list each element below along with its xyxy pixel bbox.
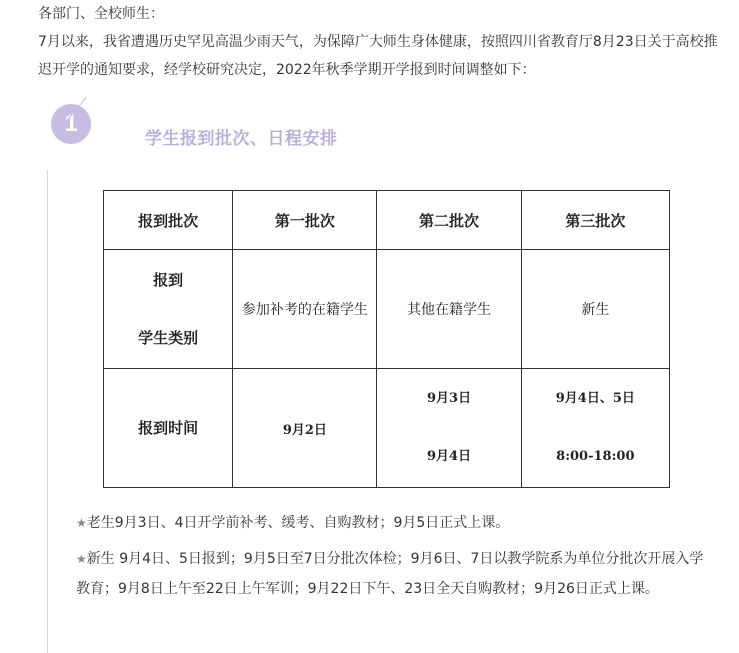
table-cell: 其他在籍学生 (377, 250, 521, 369)
note-item (76, 544, 716, 604)
header-cell: 第三批次 (521, 191, 669, 250)
cell-line: 9月3日 (427, 391, 472, 406)
row-label-time: 报到时间 (104, 369, 233, 488)
intro-body: 7月以来，我省遭遇历史罕见高温少雨天气，为保障广大师生身体健康，按照四川省教育厅8月23日关于高校推迟开学的通知要求，经学校研究决定，2022年秋季学期开学报到时间调整如下： (38, 34, 718, 78)
section-number-badge: 1 (51, 104, 91, 144)
star-icon: ★ (76, 552, 87, 566)
header-cell: 报到批次 (104, 191, 233, 250)
cell-line: 9月4日 (427, 449, 472, 464)
note-text: 老生9月3日、4日开学前补考、缓考、自购教材；9月5日正式上课。 (86, 515, 510, 531)
left-divider (47, 170, 48, 653)
intro-text (38, 0, 728, 84)
notes (76, 508, 716, 610)
greeting: 各部门、全校师生： (38, 6, 164, 22)
label-line: 学生类别 (138, 329, 199, 347)
table-cell (521, 369, 669, 488)
table-cell: 新生 (521, 250, 669, 369)
table-header-row (104, 191, 670, 250)
table-cell: 参加补考的在籍学生 (233, 250, 377, 369)
cell-line: 8:00-18:00 (556, 449, 635, 464)
table-row (104, 369, 670, 488)
star-icon: ★ (76, 516, 87, 530)
note-item (76, 508, 716, 538)
cell-line: 9月4日、5日 (555, 391, 635, 406)
note-text: 新生 9月4日、5日报到；9月5日至7日分批次体检；9月6日、7日以教学院系为单位分批次开展入学教育；9月8日上午至22日上午军训；9月22日下午、23日全天自购教材；9月26日正式上课。 (76, 551, 704, 597)
label-line: 报到 (153, 271, 184, 289)
schedule-table (103, 190, 670, 488)
header-cell: 第二批次 (377, 191, 521, 250)
header-cell: 第一批次 (233, 191, 377, 250)
table-row (104, 250, 670, 369)
table-cell: 9月2日 (233, 369, 377, 488)
row-label-category (104, 250, 233, 369)
section-title: 学生报到批次、日程安排 (145, 129, 338, 149)
table-cell (377, 369, 521, 488)
